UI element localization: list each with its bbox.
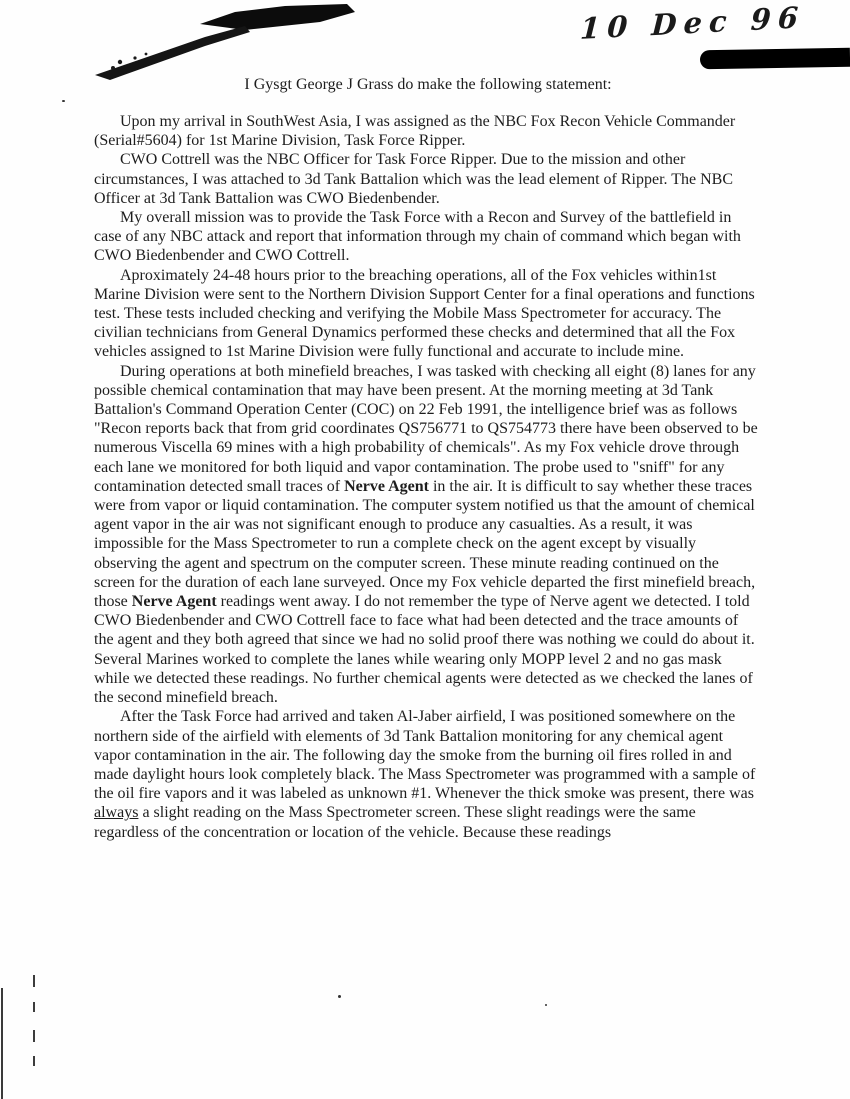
margin-mark-artifact [33, 1056, 35, 1066]
text-segment: readings went away. I do not remember the type of Nerve agent we detected. I told CWO Biedenbender and CWO Cottrell face to face what had been detected and the trace amounts of the agent and they both agreed that since we had no solid proof there was nothing we could do about it. Several Marines worked to complete the lanes while wearing only MOPP level 2 and no gas mask while we detected these readings. No further chemical agents were detected as we checked the lanes of the second minefield breach. [94, 593, 755, 707]
redaction-bar [700, 48, 850, 70]
margin-mark-artifact [33, 1002, 35, 1012]
statement-intro: I Gysgt George J Grass do make the following statement: [244, 76, 612, 93]
text-segment: My overall mission was to provide the Task Force with a Recon and Survey of the battlefield in case of any NBC attack and report that information through my chain of command which began with CWO Biedenbender and CWO Cottrell. [94, 209, 741, 265]
handwritten-date: 10 Dec 96 [579, 0, 806, 46]
scan-edge-artifact [1, 988, 3, 1099]
statement-paragraph [94, 362, 758, 708]
text-segment: After the Task Force had arrived and taken Al-Jaber airfield, I was positioned somewhere on the northern side of the airfield with elements of 3d Tank Battalion monitoring for any chemical agent vapor contamination in the air. The following day the smoke from the burning oil fires rolled in and made daylight hours look completely black. The Mass Spectrometer was programmed with a sample of the oil fire vapors and it was labeled as unknown #1. Whenever the thick smoke was present, there was [94, 708, 756, 803]
text-segment: Aproximately 24-48 hours prior to the breaching operations, all of the Fox vehicles within1st Marine Division were sent to the Northern Division Support Center for a final operations and functions test. These tests included checking and verifying the Mobile Mass Spectrometer for accuracy. The civilian technicians from General Dynamics performed these checks and determined that all the Fox vehicles assigned to 1st Marine Division were fully functional and accurate to include mine. [94, 266, 755, 361]
speck-artifact [338, 995, 341, 998]
statement-paragraph [94, 266, 758, 362]
text-segment: CWO Cottrell was the NBC Officer for Task Force Ripper. Due to the mission and other circumstances, I was attached to 3d Tank Battalion which was the lead element of Ripper. The NBC Officer at 3d Tank Battalion was CWO Biedenbender. [94, 151, 733, 207]
margin-mark-artifact [33, 975, 35, 987]
statement-paragraph [94, 208, 758, 266]
statement-paragraph [94, 112, 758, 150]
statement-paragraph [94, 707, 758, 841]
margin-mark-artifact [33, 1030, 35, 1042]
text-segment: a slight reading on the Mass Spectrometer screen. These slight readings were the same regardless of the concentration or location of the vehicle. Because these readings [94, 804, 696, 841]
underlined-text: always [94, 804, 139, 822]
text-segment: in the air. It is difficult to say whether these traces were from vapor or liquid contamination. The computer system notified us that the amount of chemical agent vapor in the air was not significant enough to produce any casualties. As a result, it was impossible for the Mass Spectrometer to run a complete check on the agent except by visually observing the agent and spectrum on the computer screen. These minute reading continued on the screen for the duration of each lane surveyed. Once my Fox vehicle departed the first minefield breach, those [94, 477, 756, 611]
text-segment: During operations at both minefield breaches, I was tasked with checking all eight (8) lanes for any possible chemical contamination that may have been present. At the morning meeting at 3d Tank Battalion's Command Operation Center (COC) on 22 Feb 1991, the intelligence brief was as follows "Recon reports back that from grid coordinates QS756771 to QS754773 there have been observed to be numerous Viscella 69 mines with a high probability of chemicals". As my Fox vehicle drove through each lane we monitored for both liquid and vapor contamination. The probe used to "sniff" for any contamination detected small traces of [94, 362, 758, 495]
speck-artifact [545, 1004, 547, 1006]
speck-artifact [62, 100, 65, 102]
ink-smudge-artifact [85, 2, 365, 87]
emphasized-text: Nerve Agent [131, 593, 217, 611]
emphasized-text: Nerve Agent [344, 477, 429, 495]
text-segment: Upon my arrival in SouthWest Asia, I was assigned as the NBC Fox Recon Vehicle Commander (Serial#5604) for 1st Marine Division, Task Force Ripper. [94, 113, 736, 150]
statement-paragraph [94, 150, 758, 208]
statement-body [94, 112, 758, 842]
